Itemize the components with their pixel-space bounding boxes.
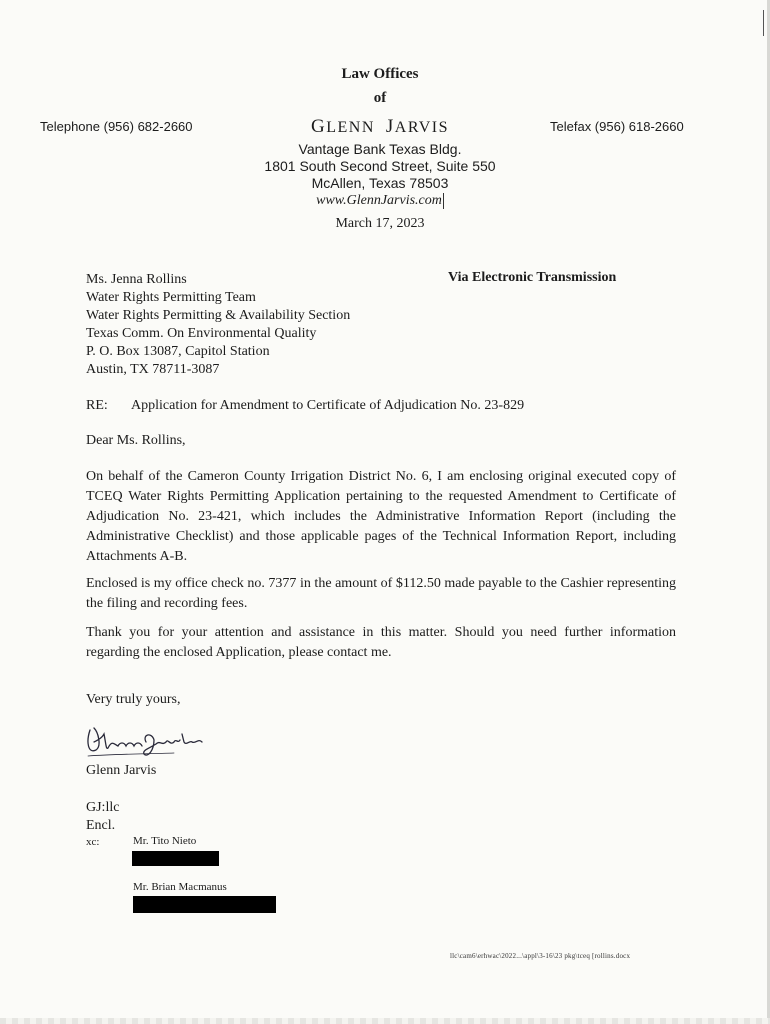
enclosure-notation: Encl. bbox=[86, 818, 116, 833]
firm-name-rest-first: LENN bbox=[326, 119, 375, 136]
building-name: Vantage Bank Texas Bldg. bbox=[298, 141, 462, 157]
recipient-city: Austin, TX 78711-3087 bbox=[86, 362, 220, 377]
recipient-agency: Texas Comm. On Environmental Quality bbox=[86, 326, 317, 341]
recipient-team: Water Rights Permitting Team bbox=[86, 290, 256, 305]
recipient-name: Ms. Jenna Rollins bbox=[86, 272, 187, 287]
telephone: Telephone (956) 682-2660 bbox=[40, 119, 193, 134]
letterhead-title: Law Offices bbox=[341, 66, 419, 82]
body-paragraph-1: On behalf of the Cameron County Irrigation District No. 6, I am enclosing original executed copy of TCEQ Water Rights Permitting Application pertaining to the requested Amendment to Certificate of Adjudication No. 23-421, which includes the Administrative Information Report (including the Administrative Checklist) and those applicable pages of the Technical Information Report, including Attachments A-B. bbox=[86, 469, 676, 564]
re-label: RE: bbox=[86, 398, 108, 413]
letter-date: March 17, 2023 bbox=[335, 216, 425, 231]
body-paragraph-3: Thank you for your attention and assistance in this matter. Should you need further information regarding the enclosed Application, please contact me. bbox=[86, 625, 676, 660]
file-path-footer: llc\cam6\erhwac\2022...\appl\3-16\23 pkg\tceq [rollins.docx bbox=[450, 952, 631, 960]
street-address: 1801 South Second Street, Suite 550 bbox=[264, 158, 496, 174]
scan-mark bbox=[763, 10, 764, 36]
scan-bottom-edge bbox=[0, 1018, 770, 1024]
city-state-zip: McAllen, Texas 78503 bbox=[311, 175, 449, 191]
signer-name: Glenn Jarvis bbox=[86, 763, 157, 778]
firm-name-initial-last: J bbox=[385, 116, 395, 137]
redaction-box bbox=[132, 851, 219, 866]
salutation: Dear Ms. Rollins, bbox=[86, 433, 186, 448]
recipient-section: Water Rights Permitting & Availability Section bbox=[86, 308, 351, 323]
firm-name-initial-first: G bbox=[310, 116, 327, 137]
website-text: www.GlennJarvis.com bbox=[316, 193, 442, 208]
website bbox=[0, 193, 760, 209]
firm-name-rest-last: ARVIS bbox=[394, 119, 450, 136]
cc-recipient-1: Mr. Tito Nieto bbox=[133, 835, 197, 847]
cc-recipient-2: Mr. Brian Macmanus bbox=[133, 881, 227, 893]
letterhead-of: of bbox=[373, 90, 387, 106]
cc-label: xc: bbox=[86, 836, 100, 848]
redaction-box bbox=[133, 896, 276, 913]
closing: Very truly yours, bbox=[86, 692, 181, 707]
telefax: Telefax (956) 618-2660 bbox=[550, 119, 684, 134]
handwritten-signature bbox=[84, 720, 214, 760]
body-paragraph-2: Enclosed is my office check no. 7377 in the amount of $112.50 made payable to the Cashier representing the filing and recording fees. bbox=[86, 576, 676, 611]
recipient-po-box: P. O. Box 13087, Capitol Station bbox=[86, 344, 270, 359]
re-subject: Application for Amendment to Certificate of Adjudication No. 23-829 bbox=[131, 398, 525, 413]
delivery-method: Via Electronic Transmission bbox=[448, 270, 617, 285]
typist-initials: GJ:llc bbox=[86, 800, 120, 815]
